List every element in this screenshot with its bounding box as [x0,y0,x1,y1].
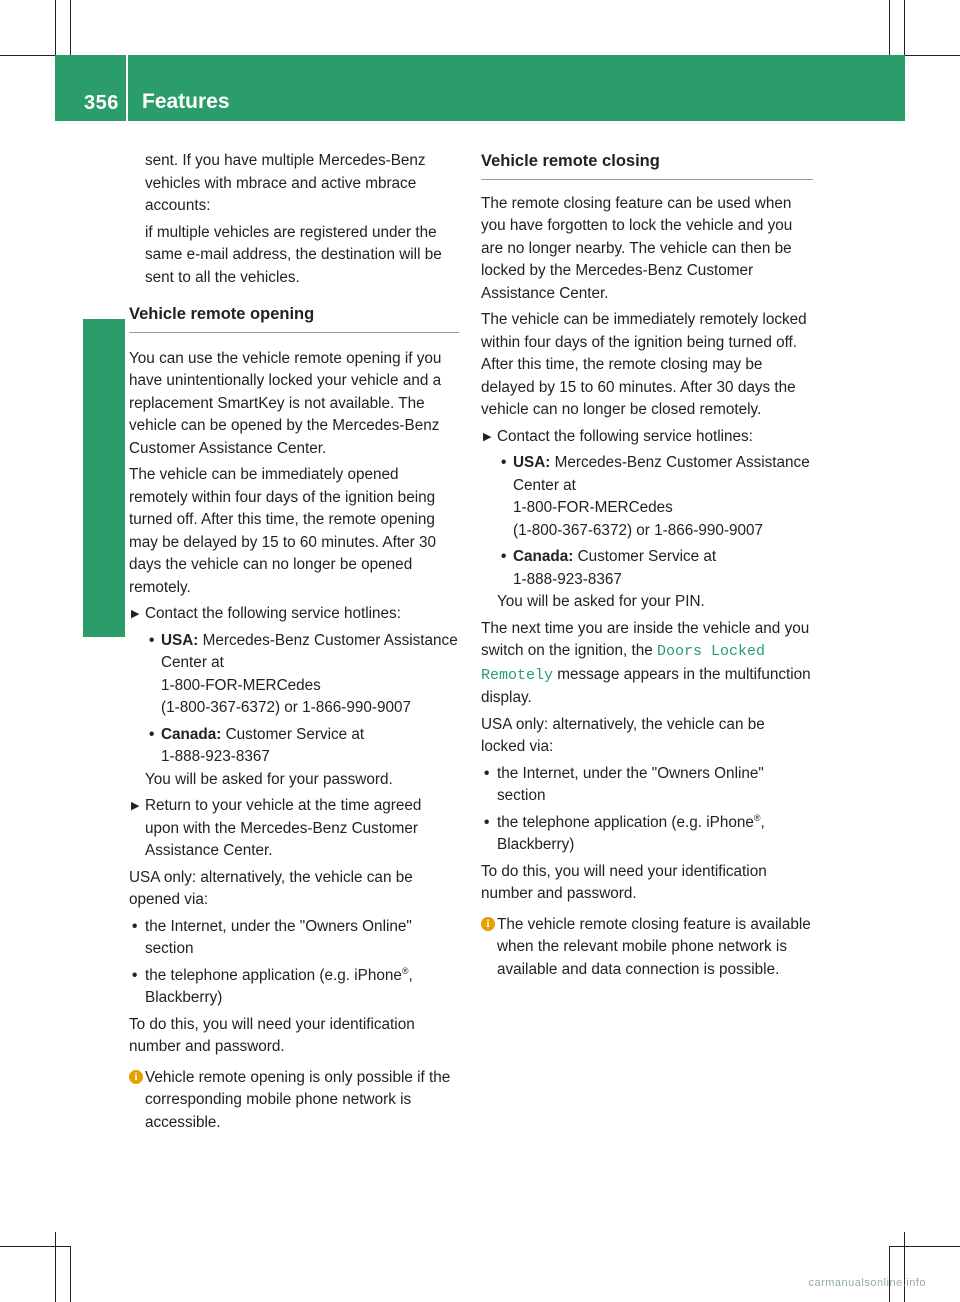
paragraph: The vehicle can be immediately remotely locked within four days of the ignition being turned off. After this time, the remote closing may be delayed by 15 to 60 minutes. After 30 days the vehicle can no longer be closed remotely. [481,311,807,418]
bullet-icon: • [501,454,507,471]
arrow-icon: ▶ [131,608,140,620]
section-tab-label: Stowage and features [90,359,117,597]
bullet-icon: • [501,548,507,565]
info-note: i Vehicle remote opening is only possible if the corresponding mobile phone network is accessible. [129,1067,459,1135]
info-icon: i [481,917,495,931]
paragraph: To do this, you will need your identification number and password. [129,1015,415,1055]
bullet-icon: • [132,966,138,984]
list-item: • the Internet, under the "Owners Online" section [132,917,412,957]
list-item: • the Internet, under the "Owners Online" section [484,764,764,804]
paragraph: The remote closing feature can be used when you have forgotten to lock the vehicle and you are no longer nearby. The vehicle can then be locked by the Mercedes-Benz Customer Assistance Center. [481,194,793,302]
paragraph: sent. If you have multiple Mercedes-Benz vehicles with mbrace and active mbrace accounts: [145,152,426,214]
arrow-icon: ▶ [131,800,140,812]
crop-mark [890,1246,960,1247]
left-column [129,150,459,1134]
right-column [481,150,813,981]
paragraph: You will be asked for your password. [145,770,393,788]
paragraph: You can use the vehicle remote opening if you have unintentionally locked your vehicle and a replacement SmartKey is not available. The vehicle can be opened by the Mercedes-Benz Customer Assistance Center. [129,349,442,457]
watermark: carmanualsonline.info [808,1277,926,1289]
section-heading: Vehicle remote closing [481,150,813,180]
crop-mark [904,1232,905,1302]
list-item: • the telephone application (e.g. iPhone®, Blackberry) [484,812,765,853]
list-item: • the telephone application (e.g. iPhone®, Blackberry) [132,965,413,1006]
page-title: Features [142,90,230,113]
paragraph: USA only: alternatively, the vehicle can be opened via: [129,868,413,908]
crop-mark [55,1232,56,1302]
crop-mark [889,0,890,55]
paragraph: The vehicle can be immediately opened remotely within four days of the ignition being turned off. After this time, the remote opening may be delayed by 15 to 60 minutes. After 30 days the vehicle can no longer be opened remotely. [129,466,436,596]
info-note: i The vehicle remote closing feature is available when the relevant mobile phone network is available and data connection is possible. [481,914,813,982]
list-item: • Canada: Customer Service at 1-888-923-8367 [149,725,365,765]
paragraph: You will be asked for your PIN. [497,593,705,610]
bullet-icon: • [484,764,490,782]
crop-mark [70,0,71,55]
crop-mark [0,1246,70,1247]
action-step: ▶ Contact the following service hotlines: [129,603,459,626]
info-icon: i [129,1070,143,1084]
list-item: • USA: Mercedes-Benz Customer Assistance Center at 1-800-FOR-MERCedes (1-800-367-6372) or 1-866-990-9007 [149,631,458,716]
section-heading: Vehicle remote opening [129,303,459,333]
bullet-icon: • [149,725,155,743]
paragraph: if multiple vehicles are registered under the same e-mail address, the destination will be sent to all the vehicles. [145,223,442,286]
display-message: Doors Locked Remotely [481,643,766,684]
action-step: ▶ Contact the following service hotlines: [481,426,813,449]
paragraph: The next time you are inside the vehicle and you switch on the ignition, the Doors Locked Remotely message appears in the multifunction display. [481,619,811,706]
arrow-icon: ▶ [483,430,492,443]
paragraph: To do this, you will need your identification number and password. [481,862,767,902]
list-item: • USA: Mercedes-Benz Customer Assistance Center at 1-800-FOR-MERCedes (1-800-367-6372) or 1-866-990-9007 [501,454,810,539]
action-step: ▶ Return to your vehicle at the time agreed upon with the Mercedes-Benz Customer Assistance Center. [131,797,422,859]
header-divider [126,55,128,121]
list-item: • Canada: Customer Service at 1-888-923-8367 [501,548,717,588]
bullet-icon: • [132,917,138,935]
page-number: 356 [84,92,119,114]
paragraph: USA only: alternatively, the vehicle can be locked via: [481,715,765,755]
bullet-icon: • [484,813,490,831]
crop-mark [70,1246,71,1302]
crop-mark [889,1246,890,1302]
bullet-icon: • [149,631,155,649]
